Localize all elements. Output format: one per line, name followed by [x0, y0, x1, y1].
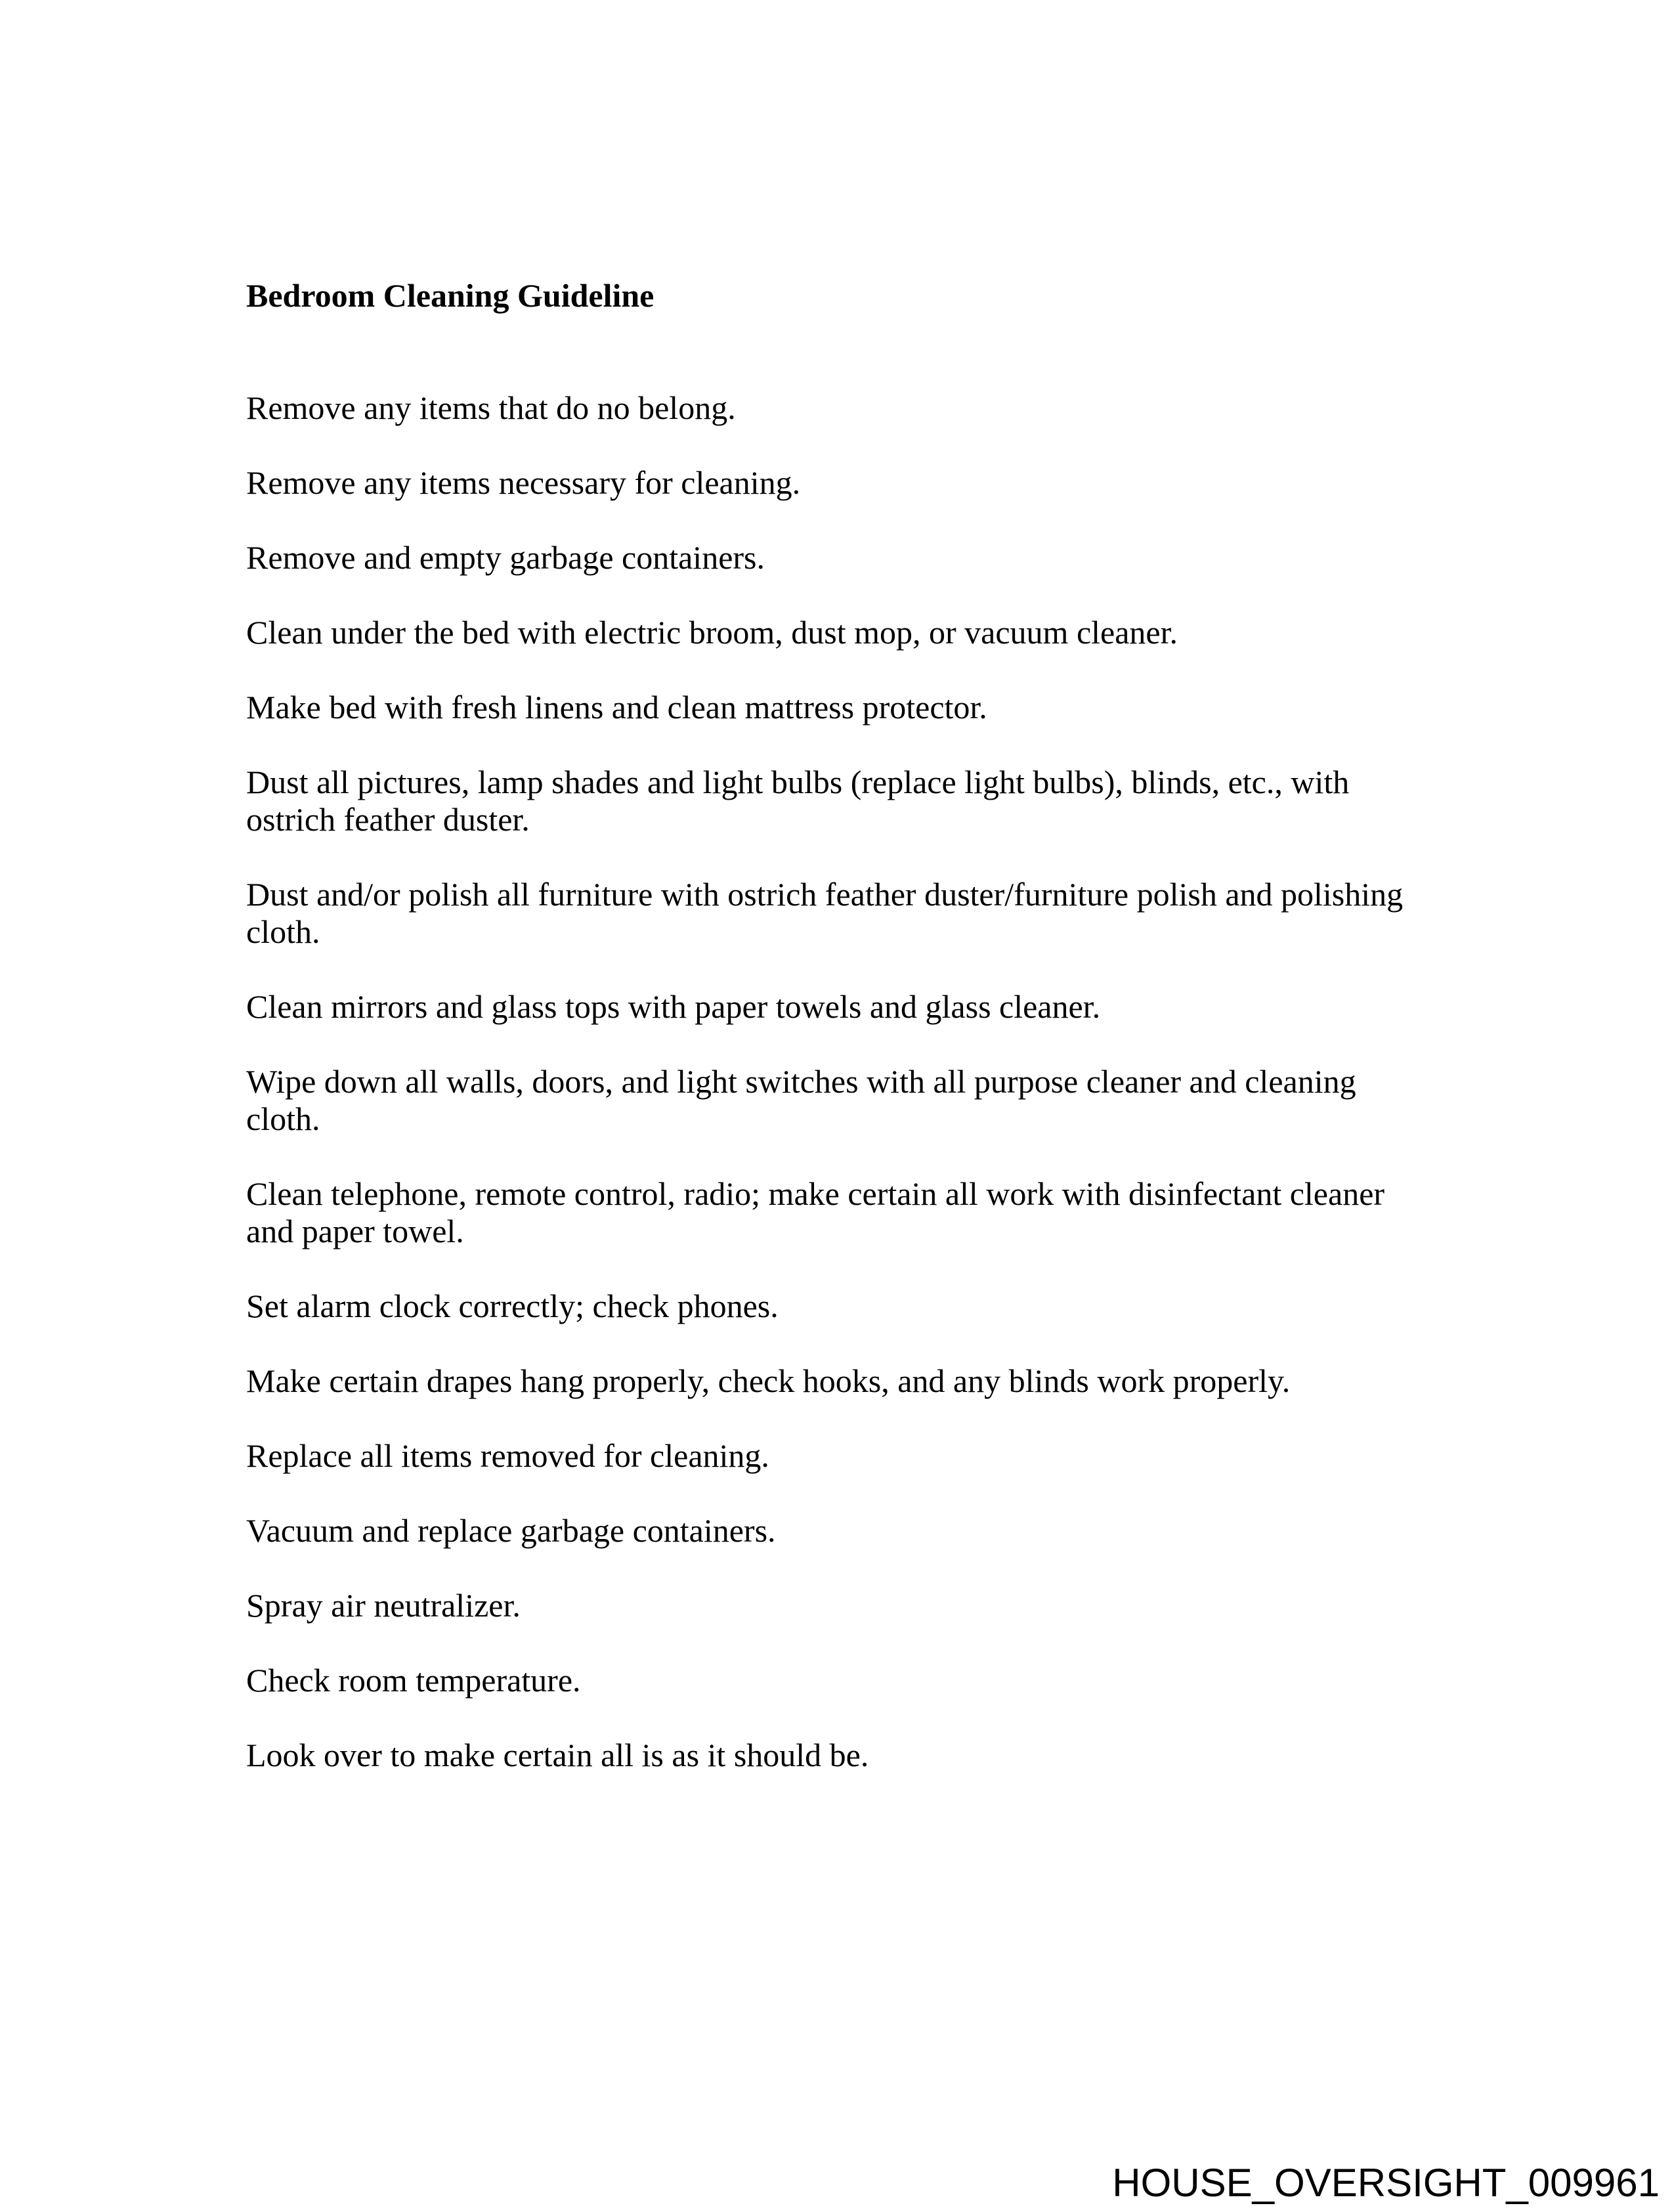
list-item: Set alarm clock correctly; check phones.: [246, 1288, 779, 1324]
list-item: Clean under the bed with electric broom, dust mop, or vacuum cleaner.: [246, 614, 1178, 651]
list-item: Remove any items that do no belong.: [246, 389, 736, 426]
list-item: Clean telephone, remote control, radio; make certain all work with disinfectant cleaner and paper towel.: [246, 1175, 1385, 1249]
list-item: Remove any items necessary for cleaning.: [246, 464, 801, 501]
list-item: Wipe down all walls, doors, and light switches with all purpose cleaner and cleaning cloth.: [246, 1063, 1356, 1137]
document-body: [246, 277, 1421, 1811]
document-title: Bedroom Cleaning Guideline: [246, 277, 655, 314]
list-item: Dust all pictures, lamp shades and light bulbs (replace light bulbs), blinds, etc., with ostrich feather duster.: [246, 764, 1350, 838]
list-item: Spray air neutralizer.: [246, 1587, 521, 1624]
list-item: Check room temperature.: [246, 1662, 581, 1699]
list-item: Replace all items removed for cleaning.: [246, 1437, 769, 1474]
list-item: Look over to make certain all is as it should be.: [246, 1737, 869, 1773]
list-item: Vacuum and replace garbage containers.: [246, 1512, 776, 1549]
list-item: Make bed with fresh linens and clean mattress protector.: [246, 689, 987, 726]
list-item: Dust and/or polish all furniture with ostrich feather duster/furniture polish and polishing cloth.: [246, 876, 1404, 950]
list-item: Remove and empty garbage containers.: [246, 539, 765, 576]
list-item: Clean mirrors and glass tops with paper towels and glass cleaner.: [246, 988, 1101, 1025]
list-item: Make certain drapes hang properly, check hooks, and any blinds work properly.: [246, 1362, 1291, 1399]
bates-stamp: HOUSE_OVERSIGHT_009961: [1112, 2161, 1660, 2205]
